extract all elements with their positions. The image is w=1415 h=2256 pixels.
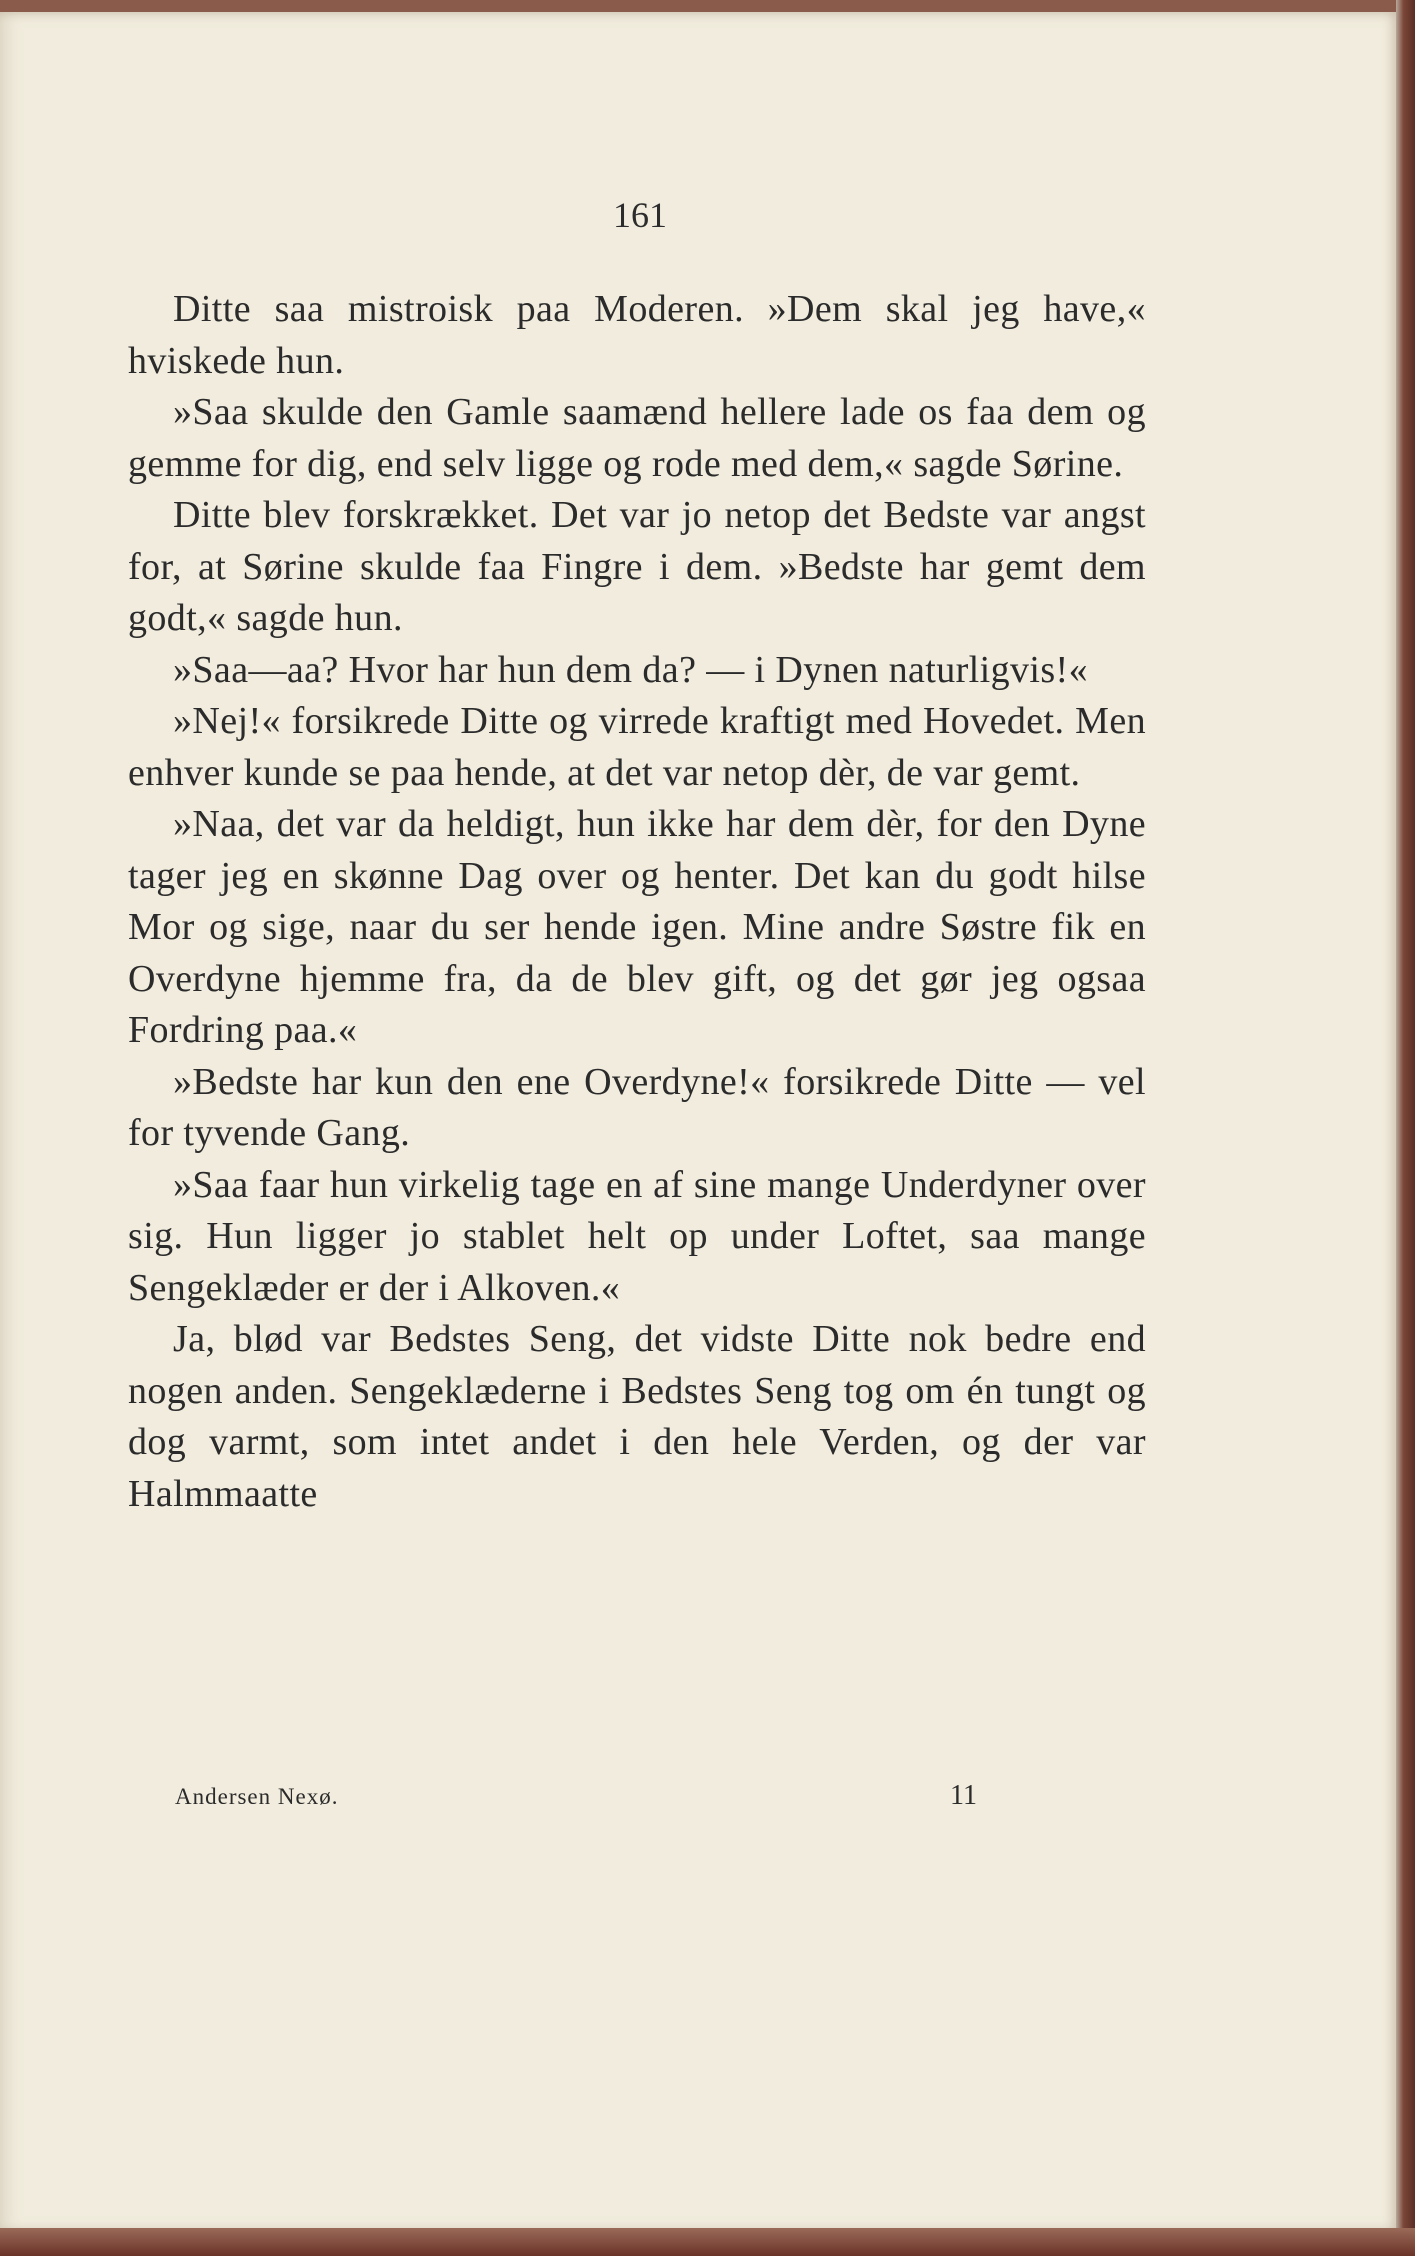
paragraph: Ja, blød var Bedstes Seng, det vidste Ditte nok bedre end nogen anden. Sengeklæderne i Bedstes Seng tog om én tungt og dog varmt, som intet andet i den hele Verden, og der var Halmmaatte xyxy=(128,1318,1146,1515)
paragraph: »Saa faar hun virkelig tage en af sine mange Underdyner over sig. Hun ligger jo stablet helt op under Loftet, saa mange Sengeklæder er der i Alkoven.« xyxy=(128,1163,1146,1309)
body-text xyxy=(128,284,1146,1520)
paragraph: Ditte blev forskrækket. Det var jo netop det Bedste var angst for, at Sørine skulde faa Fingre i dem. »Bedste har gemt dem godt,« sagde hun. xyxy=(128,494,1146,639)
book-spine-edge xyxy=(1396,0,1415,2256)
page-footer xyxy=(175,1780,985,1820)
footer-signature-mark: 11 xyxy=(950,1780,977,1811)
footer-author: Andersen Nexø. xyxy=(175,1784,339,1809)
paragraph: »Naa, det var da heldigt, hun ikke har dem dèr, for den Dyne tager jeg en skønne Dag over og henter. Det kan du godt hilse Mor og sige, naar du ser hende igen. Mine andre Søstre fik en Overdyne hjemme fra, da de blev gift, og det gør jeg ogsaa Fordring paa.« xyxy=(128,803,1146,1051)
paragraph: »Nej!« forsikrede Ditte og virrede kraftigt med Hovedet. Men enhver kunde se paa hende, at det var netop dèr, de var gemt. xyxy=(128,700,1146,794)
book-bottom-edge xyxy=(0,2228,1415,2256)
book-page xyxy=(0,12,1398,2232)
paragraph: »Saa—aa? Hvor har hun dem da? — i Dynen naturligvis!« xyxy=(173,648,1088,691)
paragraph: »Saa skulde den Gamle saamænd hellere lade os faa dem og gemme for dig, end selv ligge og rode med dem,« sagde Sørine. xyxy=(128,391,1146,485)
page-number: 161 xyxy=(613,195,667,235)
paragraph: Ditte saa mistroisk paa Moderen. »Dem skal jeg have,« hviskede hun. xyxy=(128,288,1146,382)
paragraph: »Bedste har kun den ene Overdyne!« forsikrede Ditte — vel for tyvende Gang. xyxy=(128,1060,1146,1154)
